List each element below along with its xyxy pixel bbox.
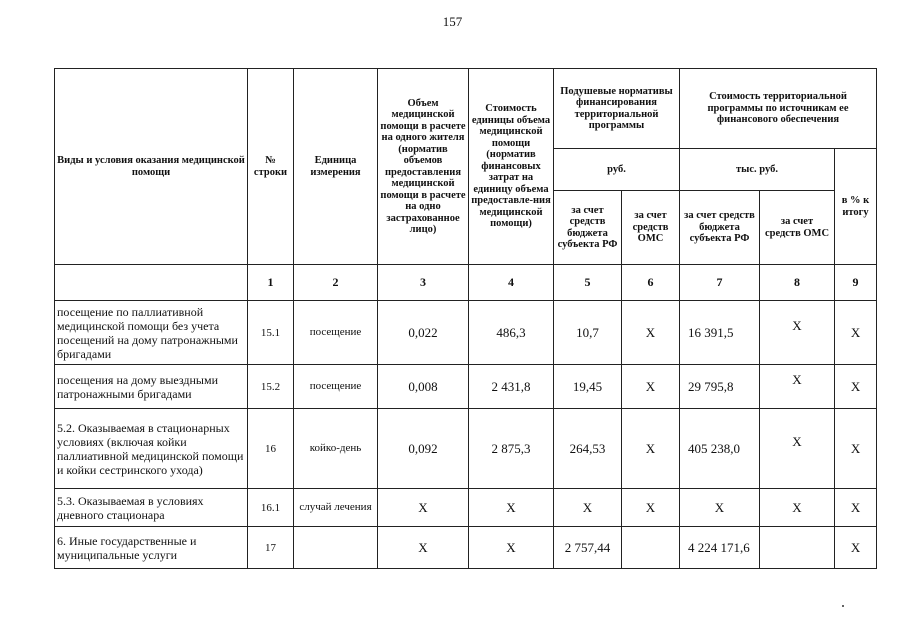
header-oms: за счет средств ОМС [622, 191, 680, 265]
table-row [55, 301, 877, 365]
row-cost: 2 875,3 [469, 409, 554, 489]
column-numbers-row [55, 265, 877, 301]
column-number: 5 [554, 265, 622, 301]
header-row-no: № строки [248, 69, 294, 265]
cell-x: Х [792, 433, 802, 449]
row-per-capita-oms: Х [622, 409, 680, 489]
row-total-oms: Х [760, 489, 835, 527]
header-row-1 [55, 69, 877, 149]
row-per-capita-budget: 2 757,44 [554, 527, 622, 569]
cell-x: Х [792, 371, 802, 387]
header-program-cost: Стоимость территориальной программы по источникам ее финансового обеспечения [680, 69, 877, 149]
row-number: 16 [248, 409, 294, 489]
row-per-capita-budget: 264,53 [554, 409, 622, 489]
row-per-capita-budget: 10,7 [554, 301, 622, 365]
header-per-capita: Подушевые нормативы финансирования территориальной программы [554, 69, 680, 149]
row-per-capita-budget: Х [554, 489, 622, 527]
row-percent: Х [835, 409, 877, 489]
row-per-capita-oms: Х [622, 365, 680, 409]
table-row [55, 365, 877, 409]
row-volume: 0,092 [378, 409, 469, 489]
row-total-budget: 29 795,8 [680, 365, 760, 409]
table-row [55, 527, 877, 569]
row-percent: Х [835, 301, 877, 365]
row-number: 15.1 [248, 301, 294, 365]
financing-table [54, 68, 877, 569]
row-total-oms [760, 365, 835, 409]
row-percent: Х [835, 365, 877, 409]
header-oms-thous: за счет средств ОМС [760, 191, 835, 265]
row-unit [294, 527, 378, 569]
row-cost: 486,3 [469, 301, 554, 365]
row-total-budget: 405 238,0 [680, 409, 760, 489]
row-volume: 0,022 [378, 301, 469, 365]
row-total-budget: Х [680, 489, 760, 527]
row-name: посещение по паллиативной медицинской помощи без учета посещений на дому патронажными бригадами [55, 301, 248, 365]
table-row [55, 489, 877, 527]
row-per-capita-oms: Х [622, 489, 680, 527]
column-number: 6 [622, 265, 680, 301]
column-number [55, 265, 248, 301]
row-per-capita-oms: Х [622, 301, 680, 365]
header-budget-rf: за счет средств бюджета субъекта РФ [554, 191, 622, 265]
scan-speck [842, 605, 844, 607]
cell-x: Х [792, 317, 802, 333]
column-number: 1 [248, 265, 294, 301]
row-total-oms [760, 409, 835, 489]
header-cost: Стоимость единицы объема медицинской помощи (норматив финансовых затрат на единицу объема предоставле-ния медицинской помощи) [469, 69, 554, 265]
row-percent: Х [835, 489, 877, 527]
column-number: 2 [294, 265, 378, 301]
row-total-oms [760, 301, 835, 365]
header-budget-rf-thous: за счет средств бюджета субъекта РФ [680, 191, 760, 265]
header-rub: руб. [554, 149, 680, 191]
column-number: 4 [469, 265, 554, 301]
row-per-capita-budget: 19,45 [554, 365, 622, 409]
header-types: Виды и условия оказания медицинской помощи [55, 69, 248, 265]
row-cost: Х [469, 527, 554, 569]
row-total-budget: 4 224 171,6 [680, 527, 760, 569]
header-percent: в % к итогу [835, 149, 877, 265]
column-number: 8 [760, 265, 835, 301]
row-cost: 2 431,8 [469, 365, 554, 409]
row-name: 5.2. Оказываемая в стационарных условиях (включая койки паллиативной медицинской помощи и койки сестринского ухода) [55, 409, 248, 489]
table-row [55, 409, 877, 489]
row-total-oms [760, 527, 835, 569]
row-number: 17 [248, 527, 294, 569]
column-number: 7 [680, 265, 760, 301]
row-volume: 0,008 [378, 365, 469, 409]
row-percent: Х [835, 527, 877, 569]
row-volume: Х [378, 527, 469, 569]
column-number: 3 [378, 265, 469, 301]
header-unit: Единица измерения [294, 69, 378, 265]
row-name: посещения на дому выездными патронажными бригадами [55, 365, 248, 409]
row-unit: посещение [294, 301, 378, 365]
row-unit: случай лечения [294, 489, 378, 527]
header-thous-rub: тыс. руб. [680, 149, 835, 191]
row-number: 15.2 [248, 365, 294, 409]
row-unit: посещение [294, 365, 378, 409]
row-name: 5.3. Оказываемая в условиях дневного стационара [55, 489, 248, 527]
column-number: 9 [835, 265, 877, 301]
row-per-capita-oms [622, 527, 680, 569]
row-volume: Х [378, 489, 469, 527]
header-volume: Объем медицинской помощи в расчете на одного жителя (норматив объемов предоставления медицинской помощи в расчете на одно застрахованное лицо) [378, 69, 469, 265]
row-cost: Х [469, 489, 554, 527]
row-unit: койко-день [294, 409, 378, 489]
row-number: 16.1 [248, 489, 294, 527]
row-name: 6. Иные государственные и муниципальные услуги [55, 527, 248, 569]
row-total-budget: 16 391,5 [680, 301, 760, 365]
page-number: 157 [442, 14, 463, 29]
